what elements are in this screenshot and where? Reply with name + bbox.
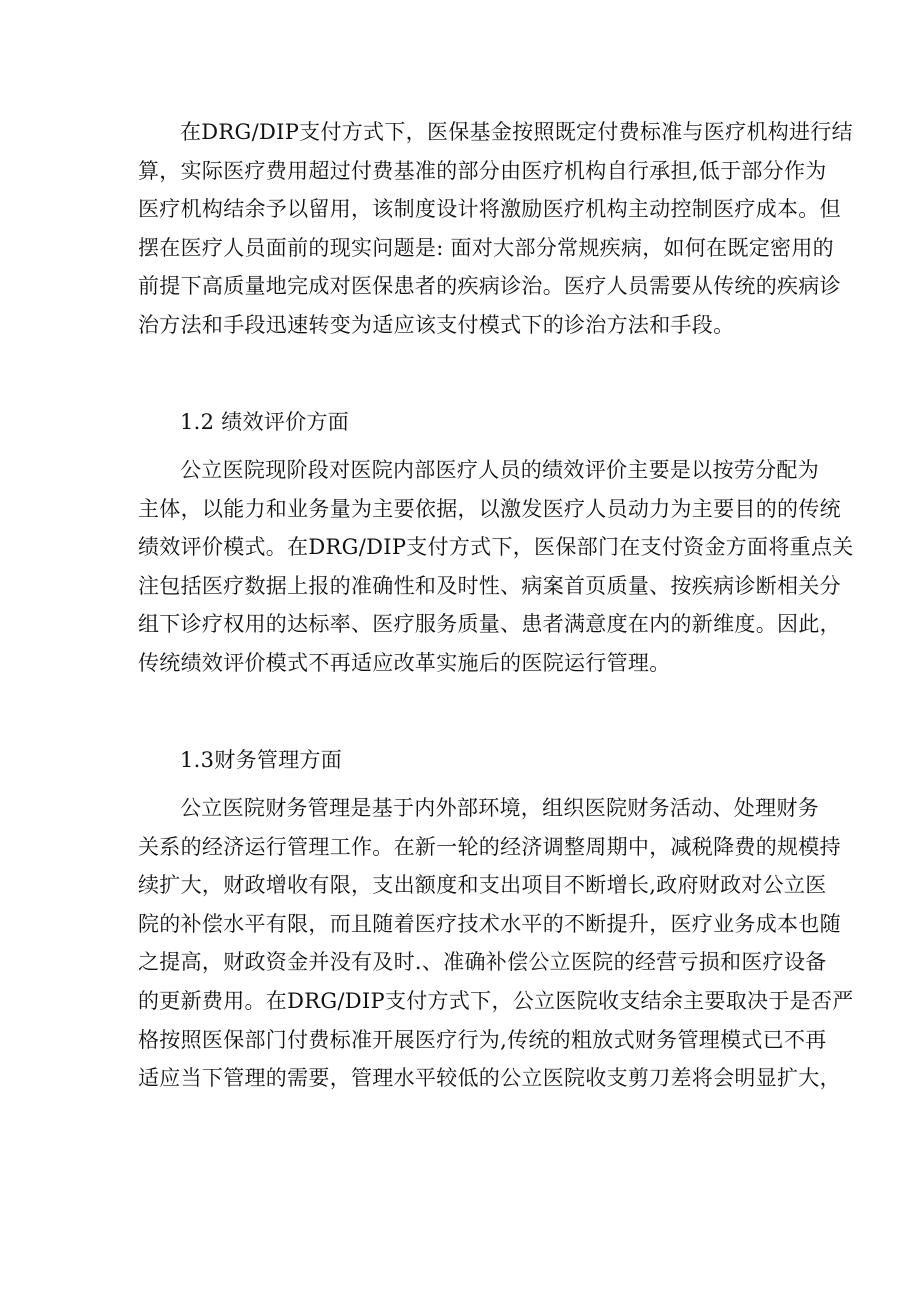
paragraph-line: 绩效评价模式。在DRG/DIP支付方式下，医保部门在支付资金方面将重点关 <box>138 535 854 560</box>
paragraph-drg-dip-payment <box>138 113 853 345</box>
paragraph-line: 医疗机构结余予以留用，该制度设计将激励医疗机构主动控制医疗成本。但 <box>138 197 841 222</box>
section-heading-1-3: 1.3财务管理方面 <box>180 748 343 772</box>
paragraph-line: 主体，以能力和业务量为主要依据，以激发医疗人员动力为主要目的的传统 <box>138 496 841 521</box>
paragraph-line: 的更新费用。在DRG/DIP支付方式下，公立医院收支结余主要取决于是否严 <box>138 988 854 1013</box>
paragraph-line: 传统绩效评价模式不再适应改革实施后的医院运行管理。 <box>138 650 671 675</box>
paragraph-line: 格按照医保部门付费标准开展医疗行为,传统的粗放式财务管理模式已不再 <box>138 1027 827 1052</box>
paragraph-line: 续扩大，财政增收有限，支出额度和支出项目不断增长,政府财政对公立医 <box>138 873 827 898</box>
paragraph-performance-evaluation <box>138 451 854 683</box>
paragraph-line: 注包括医疗数据上报的准确性和及时性、病案首页质量、按疾病诊断相关分 <box>138 573 841 598</box>
paragraph-line: 公立医院财务管理是基于内外部环境，组织医院财务活动、处理财务 <box>180 796 819 820</box>
paragraph-line: 摆在医疗人员面前的现实问题是: 面对大部分常规疾病，如何在既定密用的 <box>138 235 834 260</box>
section-heading-1-2: 1.2 绩效评价方面 <box>180 410 350 434</box>
paragraph-line: 之提高，财政资金并没有及时.、准确补偿公立医院的经营亏损和医疗设备 <box>138 950 827 975</box>
paragraph-line: 组下诊疗权用的达标率、医疗服务质量、患者满意度在内的新维度。因此， <box>138 612 841 637</box>
paragraph-line: 关系的经济运行管理工作。在新一轮的经济调整周期中，减税降费的规模持 <box>138 834 841 859</box>
paragraph-line: 适应当下管理的需要，管理水平较低的公立医院收支剪刀差将会明显扩大， <box>138 1066 841 1091</box>
paragraph-financial-management <box>138 789 854 1098</box>
paragraph-line: 前提下高质量地完成对医保患者的疾病诊治。医疗人员需要从传统的疾病诊 <box>138 274 841 299</box>
paragraph-line: 院的补偿水平有限，而且随着医疗技术水平的不断提升，医疗业务成本也随 <box>138 911 841 936</box>
paragraph-line: 公立医院现阶段对医院内部医疗人员的绩效评价主要是以按劳分配为 <box>180 458 819 482</box>
paragraph-line: 在DRG/DIP支付方式下，医保基金按照既定付费标准与医疗机构进行结 <box>180 120 853 144</box>
paragraph-line: 算，实际医疗费用超过付费基准的部分由医疗机构自行承担,低于部分作为 <box>138 158 827 183</box>
paragraph-line: 治方法和手段迅速转变为适应该支付模式下的诊治方法和手段。 <box>138 312 735 337</box>
